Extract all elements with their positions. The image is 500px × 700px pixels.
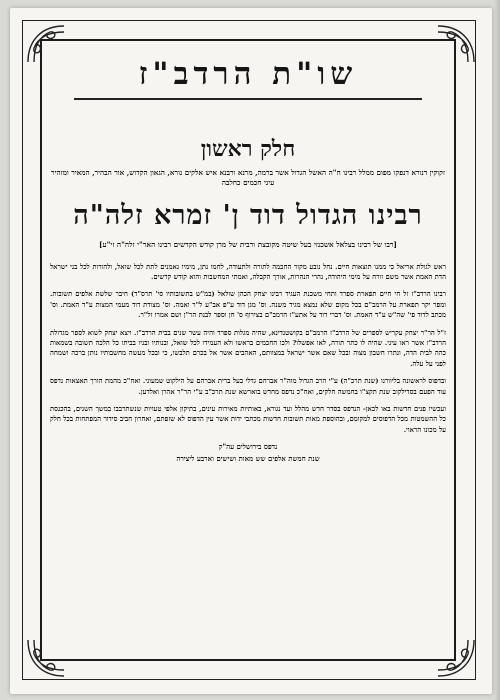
title-page-content <box>44 48 452 652</box>
paragraph: ראש לגולת אריאל כי ממנו תוצאות חיים. נחל נובע מקור החכמה לתורה ולתעודה, לחמו נתן, מימיו נאמנים לתת לכל שואל, ולהורות לכל בני ישראל הדת האמת אשר משם זורח על מימי היהודה, נהרי הנהרות, אורך הקבלה, ואמתי המחשבות והוא קודש קדשים. <box>50 262 446 281</box>
intro-text: זקוקין דנורא דנפקו מפום ממלל רבינו ח"ה האשל הגדול אשר ברמה, מרנא ורבנא איש אלקים נורא, הגאון הקדוש, אור הבהיר, המאיר ומזהיר עיני חכמים כחלבה <box>51 167 445 187</box>
author-name: רבינו הגדול דוד ן' זמרא זלה"ה <box>73 199 423 231</box>
paragraph: ובדפוס לראשונה בליוורנו (שנת תרכ"ה) ע"י הרב הגדול מוה"ר אברהם גדלי בעל ברית אברהם על הילקוט שמעוני. ואח"כ מהמת הורך תאצאות נדפס עוד הפעם בסדילקוב שנת תקצ"ו בחמשה חלקים, ואח"כ נדפס מחדש בוארשא שנת תרכ"ב ע"י הר"ר אהרן ואלדען. <box>50 377 446 396</box>
title-rule <box>74 98 422 100</box>
paragraph: רבינו הרדב"ז זל חי חיים תפארת ספרד ותחי משכנת העגיד רבינו יצחק הכהן שולאל (במ"ש בתשובותיו סי' תרס"ד) חיבר שלשת אלפים תשובות. ומפר יקר תפארת על הרמב"ם בכל מקום שלא נמצא מגיד משנה. וס' מגן דוד ע"פ אב"ע ל"ר ואמה. וס' מצודת דוד מעמי המצות ע"ד האמת. וס' מכתב לדוד פי' שה"ש ע"ד האמת. וס' דברי דוד על אתע"ז הרמב"ם בצירוף ס' חן וספר לבנת הר"ן ושם אמרו זל"ר. <box>50 290 446 320</box>
author-lineage: [רבו של רבינו בצלאל אשכנזי בעל שיטה מקובצת ורבית של מרן קודש הקדשים רבינו האר"י זלה"ה זי"ע] <box>99 239 397 249</box>
book-title: שו"ת הרדב"ז <box>138 56 358 92</box>
print-date: שנת חמשת אלפים שש מאות ושישים וארבע ליצירה <box>176 454 320 464</box>
paragraph: ועכשיו פנים חדשות באו לכאן- הנדפס בסדר חדש מהלל ועד נגורא, באותיות מאירות עינים, בתיקון אלפי טעויות שנשתרבבו במשך השנים, בהכנסת כל ההשמטות מכל הדפוסים למקומם, ובהוספת מאות תשובות חדשות מכתבי ידות אשר עין הדפוס לא שזפתם, ואחרון חביב סידור המפתחות בכל חלק על מכונו הראוי. <box>50 404 446 434</box>
volume-title: חלק ראשון <box>200 135 296 162</box>
book-page <box>10 8 492 694</box>
binding-shadow <box>494 0 500 700</box>
print-location: נדפס בירושלים עה"ק <box>218 442 278 452</box>
paragraph: ז"ל הר"ר יצחק עקריש לספרים של הרדב"ז הרמב"ם בקושטנדינא, שהיה מגלות ספרד והיה עשר שנים בבית הרדב"ז. ויצא יצחק לשוא לספר מגדולת הרדב"ז אשר ראו עיני. שהיה לו כתר תורה, לאו אפשלו? ולכו החכמים בראשו ולא העמידו לכל שואל, ובנותיו ובניו בביתו כל הלכה תשובה בשמאות כהה לבית הדה, ונתרו חשבון מצוה ובכל שאם אשר ישראל במצוותם, האהבים אשר אל בכרם תלבשו, כי ובכל מעשה מחשבותיו נותן ברכה ושמחה לפני על עלה. <box>50 328 446 368</box>
